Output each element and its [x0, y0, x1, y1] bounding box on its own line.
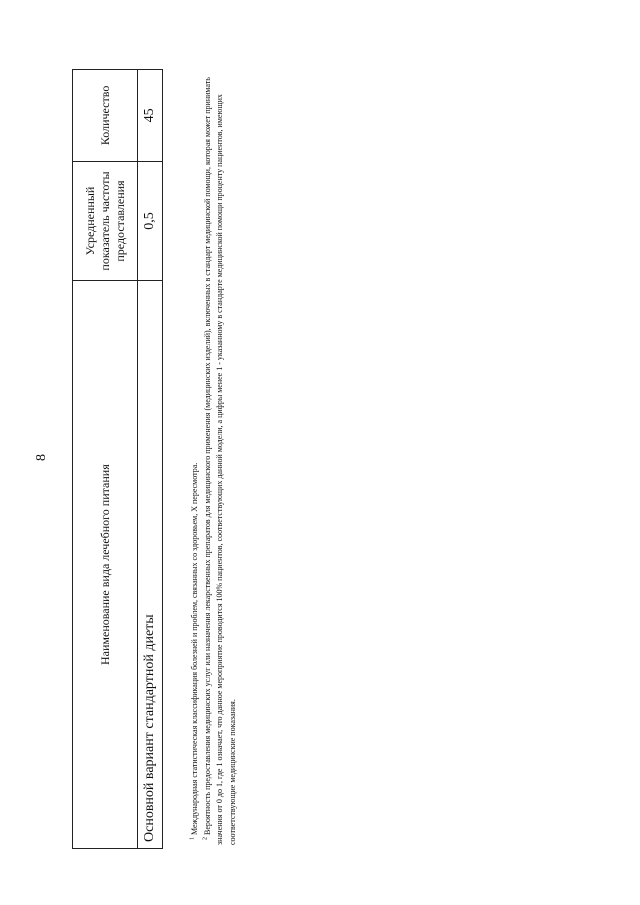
footnote-1-mark: 1	[189, 837, 196, 840]
footnote-2-mark: 2	[201, 837, 208, 840]
cell-frequency: 0,5	[138, 161, 163, 280]
header-frequency: Усредненный показатель частоты предоставления	[73, 161, 138, 280]
header-name: Наименование вида лечебного питания	[73, 281, 138, 849]
diet-table	[72, 69, 163, 849]
footnote-2	[202, 65, 240, 845]
header-quantity: Количество	[73, 70, 138, 162]
table-row	[138, 70, 163, 849]
footnotes	[189, 65, 239, 845]
cell-quantity: 45	[138, 70, 163, 162]
footnote-1-text: Международная статистическая классификация болезней и проблем, связанных со здоровьем, X пересмотра.	[190, 462, 199, 835]
table-header-row	[73, 70, 138, 849]
footnote-1	[189, 65, 202, 845]
cell-name: Основной вариант стандартной диеты	[138, 281, 163, 849]
footnote-2-text: Вероятность предоставления медицинских услуг или назначения лекарственных препаратов для медицинского применения (медицинских изделий), включенных в стандарт медицинской помощи, которая может принимать значения от 0 до 1, где 1 означает, что данное мероприятие проводится 100% пациентов, соответствующих данной модели, а цифры менее 1 - указанному в стандарте медицинской помощи проценту пациентов, имеющих соответствующие медицинские показания.	[202, 77, 237, 845]
page-number: 8	[34, 454, 49, 461]
